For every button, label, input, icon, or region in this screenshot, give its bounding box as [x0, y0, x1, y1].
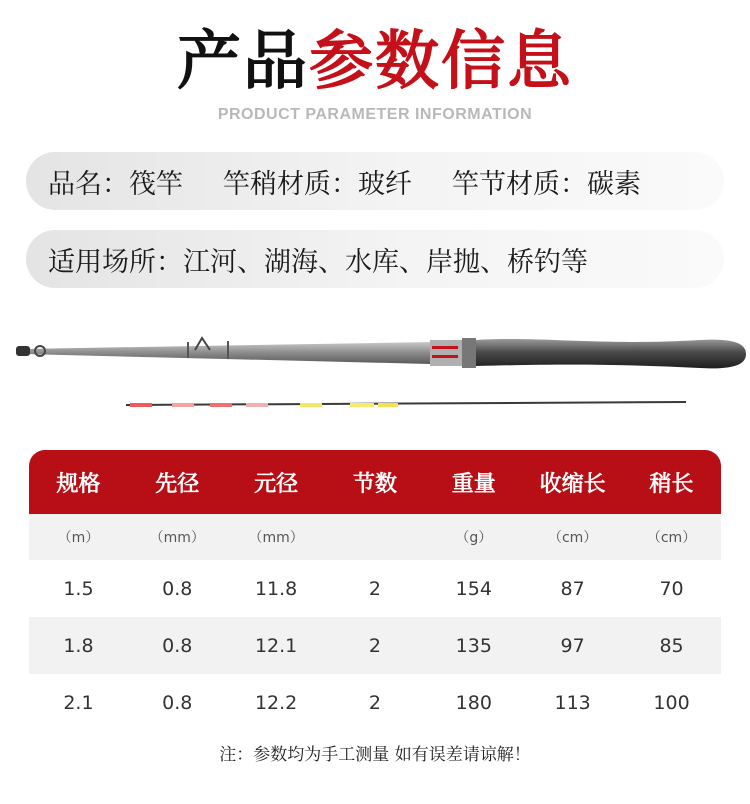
- table-cell: 70: [659, 577, 684, 600]
- table-unit-row: [29, 514, 721, 560]
- table-cell: 97: [523, 617, 622, 674]
- product-name: 品名：筏竿: [48, 168, 183, 200]
- section-material: 竿节材质：碳素: [452, 168, 641, 200]
- col-header-sections: 节数: [326, 450, 425, 514]
- table-row: [29, 560, 721, 617]
- rod-handle-shape: [476, 339, 746, 368]
- info-pill-usage: [26, 230, 724, 288]
- unit-sections: [326, 514, 425, 560]
- table-cell: 2: [326, 617, 425, 674]
- rod-image: [0, 318, 750, 418]
- table-cell: 113: [554, 691, 591, 714]
- page-title: [0, 22, 750, 102]
- table-cell: 100: [653, 691, 690, 714]
- table-cell: 2: [368, 691, 381, 714]
- col-header-tip-length: 稍长: [622, 450, 721, 514]
- spec-table: [29, 450, 721, 731]
- col-header-spec: 规格: [29, 450, 128, 514]
- table-cell: 1.8: [29, 617, 128, 674]
- table-cell: 2.1: [63, 691, 94, 714]
- measurement-note: 注：参数均为手工测量 如有误差请谅解！: [219, 745, 531, 765]
- col-header-tip-diameter: 先径: [128, 450, 227, 514]
- table-row: [29, 674, 721, 731]
- title-part-red: 参数信息: [309, 25, 573, 99]
- table-cell: 1.5: [63, 577, 94, 600]
- unit-base-diameter: （mm）: [227, 514, 326, 560]
- unit-tip-diameter: （mm）: [128, 514, 227, 560]
- table-cell: 11.8: [254, 577, 298, 600]
- table-cell: 85: [622, 617, 721, 674]
- parameter-table: [29, 450, 721, 731]
- tip-material: 竿稍材质：玻纤: [223, 168, 412, 200]
- table-cell: 0.8: [162, 577, 193, 600]
- col-header-closed-length: 收缩长: [523, 450, 622, 514]
- col-header-weight: 重量: [424, 450, 523, 514]
- rod-blank-shape: [22, 342, 430, 364]
- table-row: [29, 617, 721, 674]
- table-cell: 12.1: [227, 617, 326, 674]
- info-pill-materials: [26, 152, 724, 210]
- table-cell: 135: [424, 617, 523, 674]
- table-cell: 154: [455, 577, 492, 600]
- unit-closed-length: （cm）: [523, 514, 622, 560]
- col-header-base-diameter: 元径: [227, 450, 326, 514]
- fishing-rod-illustration: [0, 318, 750, 418]
- table-cell: 2: [368, 577, 381, 600]
- table-header-row: [29, 450, 721, 514]
- unit-tip-length: （cm）: [622, 514, 721, 560]
- table-cell: 0.8: [162, 691, 193, 714]
- usage-places: 适用场所：江河、湖海、水库、岸抛、桥钓等: [48, 246, 588, 278]
- table-cell: 87: [560, 577, 585, 600]
- table-cell: 180: [455, 691, 492, 714]
- unit-spec: （m）: [29, 514, 128, 560]
- title-part-black: 产品: [177, 25, 309, 99]
- table-cell: 12.2: [254, 691, 298, 714]
- unit-weight: （g）: [424, 514, 523, 560]
- page-subtitle: PRODUCT PARAMETER INFORMATION: [217, 106, 533, 123]
- table-cell: 0.8: [128, 617, 227, 674]
